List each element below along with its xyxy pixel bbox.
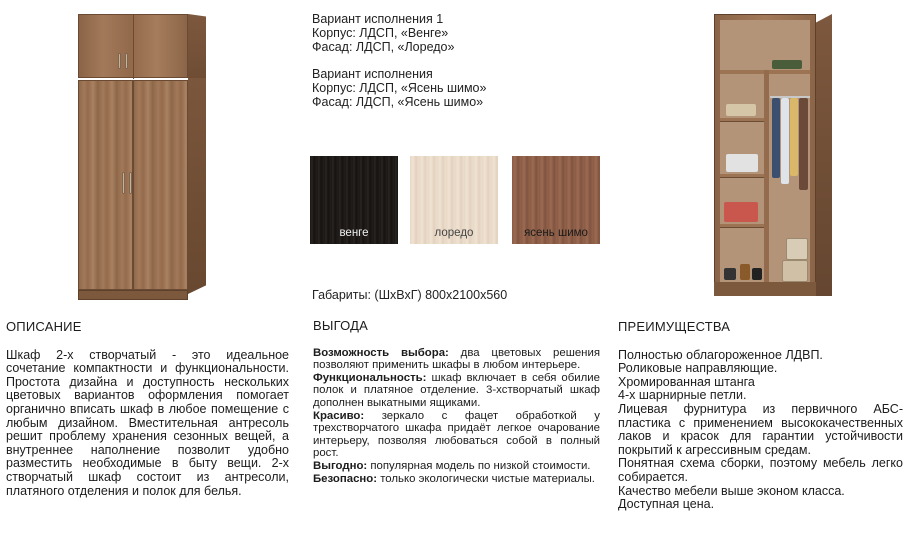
advantage-item: Доступная цена.: [618, 497, 715, 512]
door-handle: [125, 53, 128, 69]
swatch-label: венге: [339, 227, 369, 239]
description-text: Шкаф 2-х створчатый - это идеальное сочетание компактности и функциональности. Простота дизайна и доступность нескольких цветовых вариантов оформления помогает органично вписать шкаф в любое помещение с любым дизайном. Вместительная антресоль решит проблему хранения сезонных вещей, а внутреннее наполнение позволит удобно разместить необходимые в быту вещи. 2-х створчатый шкаф состоит из антресоли, платяного отделения и полок для белья.: [6, 347, 289, 498]
dimensions-text: Габариты: (ШхВхГ) 800х2100х560: [312, 288, 508, 302]
benefit-text: зеркало с фацет обработкой у трехстворчатого шкафа придаёт легкое очарование интерьеру, позволяя любоваться собой в полный рост.: [313, 409, 600, 460]
benefit-text: только экологически чистые материалы.: [377, 472, 595, 485]
door-handle: [122, 172, 125, 194]
variant-body: Корпус: ЛДСП, «Ясень шимо»: [312, 81, 487, 95]
swatch-loredo: [410, 156, 498, 244]
variant-body: Корпус: ЛДСП, «Венге»: [312, 26, 449, 40]
wardrobe-divider: [764, 70, 769, 282]
variant-title: Вариант исполнения: [312, 67, 433, 81]
benefit-text: популярная модель по низкой стоимости.: [367, 459, 591, 472]
advantages-column: [618, 320, 903, 512]
folded-clothes: [726, 104, 756, 116]
benefit-key: Безопасно:: [313, 472, 378, 485]
benefit-item: [313, 410, 600, 460]
hanging-shirt: [772, 98, 780, 178]
swatch-venge: [310, 156, 398, 244]
advantage-item: Полностью облагороженное ЛДВП.: [618, 347, 823, 362]
benefit-key: Возможность выбора:: [313, 346, 449, 359]
advantage-item: Хромированная штанга: [618, 374, 755, 389]
open-wardrobe-image: [714, 14, 832, 296]
wardrobe-plinth: [78, 290, 188, 300]
wardrobe-shelf: [720, 174, 764, 178]
swatch-yasen-shimo: [512, 156, 600, 244]
color-swatches: [310, 156, 600, 244]
benefit-column: [313, 320, 600, 485]
wardrobe-shelf: [720, 224, 764, 228]
benefit-text: два цветовых решения позволяют применить шкафы в любом интерьере.: [313, 346, 600, 372]
advantage-item: 4-х шарнирные петли.: [618, 388, 747, 403]
variants-block: [312, 12, 486, 122]
swatch-label: лоредо: [434, 227, 474, 239]
variant-1: [312, 12, 486, 54]
hanging-shirt: [799, 98, 808, 190]
shoes: [740, 264, 750, 280]
shoes: [752, 268, 762, 280]
wardrobe-plinth: [714, 282, 816, 296]
wardrobe-side-panel: [188, 78, 206, 294]
folded-clothes: [724, 202, 758, 222]
benefit-key: Красиво:: [313, 409, 365, 422]
variant-2: [312, 67, 486, 109]
hanging-shirt: [790, 98, 798, 176]
advantage-item: Понятная схема сборки, поэтому мебель легко собирается.: [618, 456, 903, 484]
door-handle: [118, 53, 121, 69]
benefit-item: [313, 347, 600, 372]
wardrobe-side-panel: [816, 14, 832, 296]
door-handle: [129, 172, 132, 194]
storage-box: [782, 260, 808, 282]
benefit-key: Выгодно:: [313, 459, 368, 472]
variant-facade: Фасад: ЛДСП, «Лоредо»: [312, 40, 455, 54]
benefit-item: [313, 460, 600, 473]
variant-facade: Фасад: ЛДСП, «Ясень шимо»: [312, 95, 484, 109]
advantage-item: Лицевая фурнитура из первичного АБС-пластика с применением высококачественных лаков и красок для гарантии устойчивости покрытий к агрессивным средам.: [618, 401, 903, 457]
wardrobe-shelf: [720, 118, 764, 122]
advantages-heading: ПРЕИМУЩЕСТВА: [618, 319, 731, 334]
benefit-item: [313, 473, 600, 486]
wardrobe-door-right: [133, 80, 188, 290]
description-heading: ОПИСАНИЕ: [6, 319, 82, 334]
mezzanine-door-left: [79, 15, 134, 79]
benefit-item: [313, 372, 600, 410]
benefit-key: Функциональность:: [313, 371, 427, 384]
hanging-shirt: [781, 98, 789, 184]
shoes: [724, 268, 736, 280]
advantage-item: Роликовые направляющие.: [618, 361, 778, 376]
description-column: [6, 320, 289, 498]
advantage-item: Качество мебели выше эконом класса.: [618, 483, 845, 498]
benefit-text: шкаф включает в себя обилие полок и платяное отделение. 3-хстворчатый шкаф дополнен выкатными ящиками.: [313, 371, 600, 409]
variant-title: Вариант исполнения 1: [312, 12, 444, 26]
swatch-label: ясень шимо: [524, 227, 588, 239]
benefit-heading: ВЫГОДА: [313, 318, 368, 333]
wardrobe-mezzanine: [78, 14, 188, 78]
folded-clothes: [726, 154, 758, 172]
folded-clothes: [772, 60, 802, 69]
closed-wardrobe-image: [78, 14, 206, 300]
wardrobe-side-panel: [188, 14, 206, 78]
storage-box: [786, 238, 808, 260]
